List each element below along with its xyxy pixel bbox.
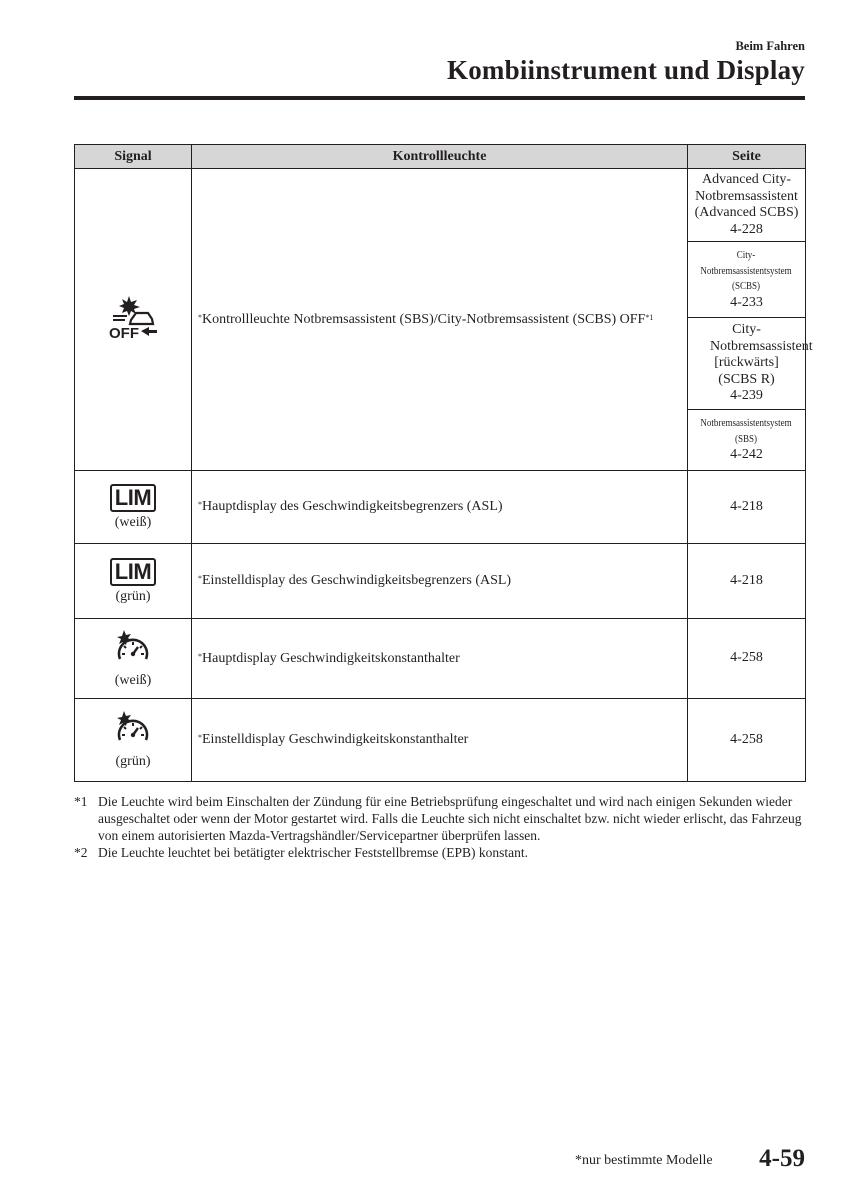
footnote-text: Die Leuchte wird beim Einschalten der Zündung für eine Betriebsprüfung eingeschaltet und wird nach einigen Sekunden wieder ausgeschaltet oder wenn der Motor gestartet wird. Falls die Leuchte sich nicht einschaltet bzw. nicht wieder erlischt, das Fahrzeug von einem autorisierten Mazda-Vertragshändler/Servicepartner überprüfen lassen. [98, 794, 802, 843]
description-text: Hauptdisplay Geschwindigkeitskonstanthalter [202, 650, 460, 666]
page-title: Kombiinstrument und Display [447, 55, 805, 85]
description-cell [192, 169, 688, 471]
optional-marker: * [198, 312, 202, 322]
cruise-control-icon [114, 710, 152, 746]
optional-marker: * [198, 651, 202, 661]
signal-cell [75, 544, 192, 619]
footnote-text: Die Leuchte leuchtet bei betätigter elektrischer Feststellbremse (EPB) konstant. [98, 845, 528, 860]
signal-cell [75, 619, 192, 699]
footnote-mark: *2 [74, 845, 88, 860]
lim-icon: LIM [110, 484, 156, 512]
table-row [75, 169, 806, 242]
signal-caption: (grün) [115, 754, 151, 769]
warning-light-table [74, 144, 813, 782]
table-header-row [75, 145, 806, 169]
section-label: Beim Fahren [735, 39, 805, 53]
footnote [74, 793, 809, 844]
table-row [75, 544, 806, 619]
optional-marker: * [198, 574, 202, 583]
page-label: City-Notbremsassistentsystem (SCBS) [700, 249, 792, 292]
column-header-page: Seite [688, 145, 806, 169]
optional-marker: * [198, 500, 202, 509]
page-ref: 4-258 [688, 699, 806, 782]
page-ref: 4-228 [730, 221, 763, 237]
table-row [75, 699, 806, 782]
page-label: Notbremsassistentsystem (SBS) [700, 417, 792, 445]
lim-icon: LIM [110, 558, 156, 586]
footnote-ref: *1 [645, 312, 654, 322]
page-label: City-Notbremsassistent [rückwärts] (SCBS R) [710, 322, 813, 387]
signal-caption: (weiß) [114, 514, 152, 530]
footnote [74, 844, 809, 861]
description-cell [192, 699, 688, 782]
description-cell [192, 619, 688, 699]
footer-note: *nur bestimmte Modelle [575, 1153, 713, 1168]
description-cell [192, 544, 688, 619]
cruise-control-icon [114, 629, 152, 665]
footnote-mark: *1 [74, 794, 88, 809]
header-rule [74, 96, 805, 100]
page-ref: 4-218 [688, 544, 806, 619]
page-ref: 4-242 [730, 447, 763, 463]
column-header-light: Kontrollleuchte [192, 145, 688, 169]
page-cell [688, 410, 806, 471]
page-cell [688, 318, 813, 410]
optional-marker: * [198, 733, 202, 742]
page-ref: 4-233 [730, 294, 763, 310]
page-number: 4-59 [759, 1145, 805, 1172]
description-cell [192, 471, 688, 544]
page-label: Advanced City-Notbremsassistent (Advanced SCBS) [694, 172, 799, 220]
signal-caption: (weiß) [114, 672, 152, 688]
footnotes [74, 793, 809, 861]
description-text: Einstelldisplay des Geschwindigkeitsbegrenzers (ASL) [202, 573, 512, 588]
column-header-signal: Signal [75, 145, 192, 169]
table-row [75, 619, 806, 699]
signal-cell [75, 699, 192, 782]
description-text: Einstelldisplay Geschwindigkeitskonstanthalter [202, 732, 469, 747]
page-ref: 4-258 [688, 619, 806, 699]
signal-cell [75, 169, 192, 471]
page-ref: 4-218 [688, 471, 806, 544]
signal-cell [75, 471, 192, 544]
signal-caption: (grün) [115, 588, 151, 604]
description-text: Hauptdisplay des Geschwindigkeitsbegrenzers (ASL) [202, 499, 503, 514]
sbs-scbs-off-icon [107, 294, 159, 340]
description-text: Kontrollleuchte Notbremsassistent (SBS)/City-Notbremsassistent (SCBS) OFF [202, 311, 646, 327]
page-ref: 4-239 [730, 388, 763, 404]
table-row [75, 471, 806, 544]
svg-text:OFF: OFF [109, 325, 139, 340]
page-cell [688, 242, 806, 318]
page-cell [688, 169, 806, 242]
